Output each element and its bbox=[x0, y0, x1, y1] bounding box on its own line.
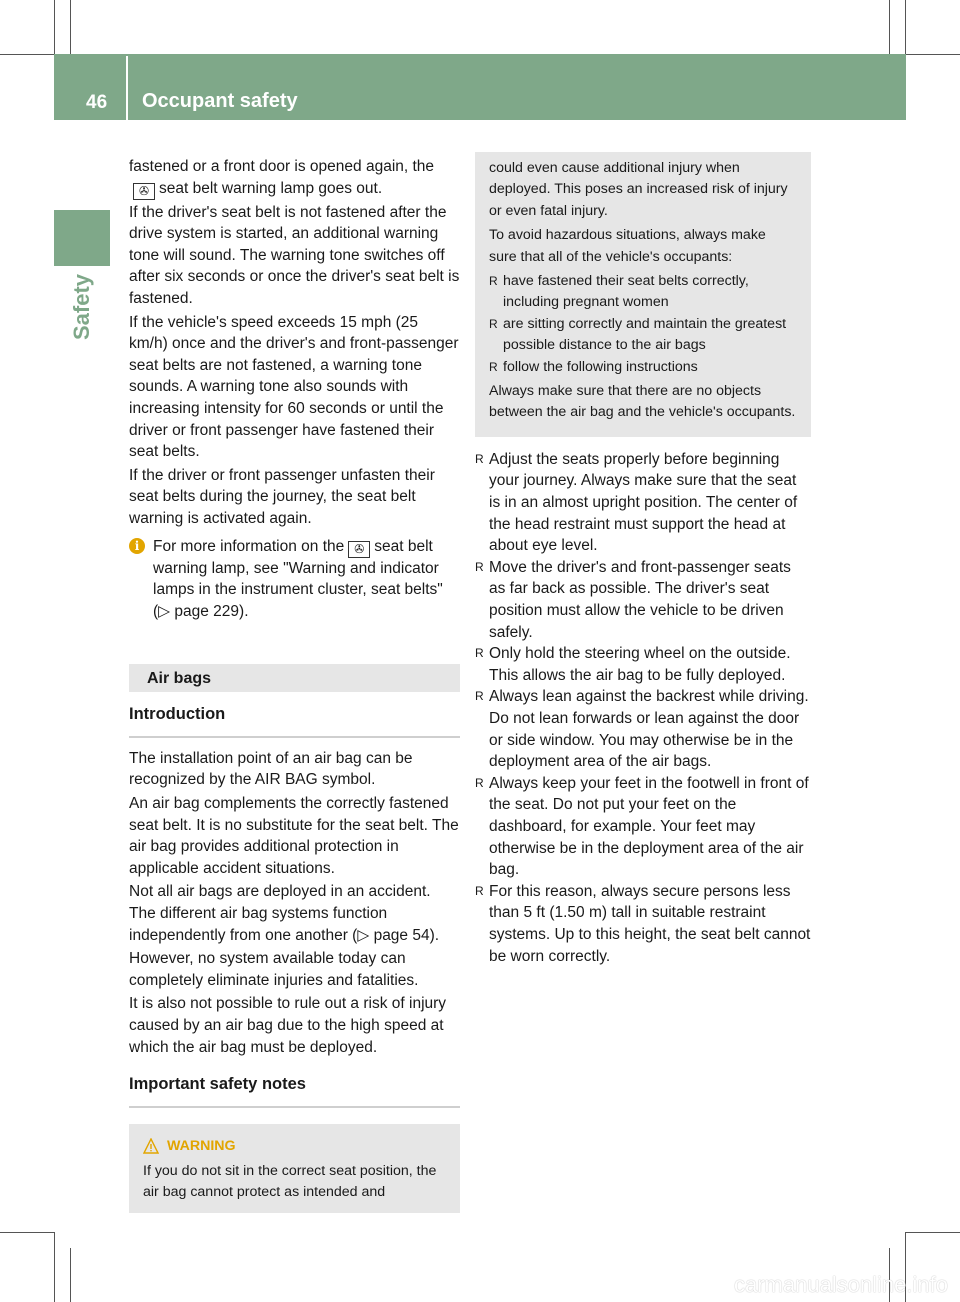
paragraph: Not all air bags are deployed in an accident. The different air bag systems function independently from one another (▷ page 54). bbox=[129, 883, 440, 944]
box-paragraph: could even cause additional injury when deployed. This poses an increased risk of injury or even fatal injury. bbox=[489, 160, 788, 219]
box-paragraph: To avoid hazardous situations, always make sure that all of the vehicle's occupants: bbox=[489, 227, 766, 265]
paragraph: However, no system available today can completely eliminate injuries and fatalities. bbox=[129, 950, 419, 989]
warning-header: WARNING bbox=[143, 1136, 446, 1157]
heading-important-safety-notes: Important safety notes bbox=[129, 1074, 460, 1108]
right-column bbox=[475, 152, 811, 967]
paragraph: If the vehicle's speed exceeds 15 mph (25 km/h) once and the driver's and front-passenger seat belts are not fastened, a warning tone sounds. A warning tone also sounds with increasing intensity for 60 seconds or until the driver or front passenger have fastened their seat belts. bbox=[129, 313, 459, 461]
warning-triangle-icon bbox=[143, 1138, 159, 1154]
list-item: R Always lean against the backrest while driving. Do not lean forwards or lean against the door or side window. You may otherwise be in the deployment area of the air bags. bbox=[475, 688, 809, 771]
crop-mark bbox=[0, 1232, 54, 1233]
paragraph: If the driver's seat belt is not fastened after the drive system is started, an additional warning tone will sound. The warning tone switches off after six seconds or once the driver's seat belt is fastened. bbox=[129, 203, 460, 307]
warning-box bbox=[129, 1124, 460, 1213]
crop-mark bbox=[905, 0, 906, 54]
list-item: R Only hold the steering wheel on the outside. This allows the air bag to be fully deployed. bbox=[475, 645, 791, 684]
crop-mark bbox=[906, 1232, 960, 1233]
box-paragraph: Always make sure that there are no objects between the air bag and the vehicle's occupants. bbox=[489, 383, 796, 421]
section-tab-marker bbox=[54, 210, 110, 266]
seatbelt-icon: ✇ bbox=[348, 541, 370, 558]
crop-mark bbox=[70, 0, 71, 54]
info-icon: i bbox=[129, 538, 145, 554]
seatbelt-icon: ✇ bbox=[133, 183, 155, 200]
paragraph: If the driver or front passenger unfasten their seat belts during the journey, the seat belt warning is activated again. bbox=[129, 466, 435, 527]
crop-mark bbox=[54, 0, 55, 54]
watermark: carmanualsonline.info bbox=[733, 1272, 948, 1297]
heading-introduction: Introduction bbox=[129, 704, 460, 738]
left-column bbox=[129, 156, 460, 1213]
list-item: R Adjust the seats properly before beginning your journey. Always make sure that the seat is in an almost upright position. The center of the head restraint must support the head at about eye level. bbox=[475, 450, 798, 555]
section-tab-label: Safety bbox=[69, 273, 94, 341]
list-item: R have fastened their seat belts correctly, including pregnant women bbox=[489, 273, 749, 311]
list-item: R follow the following instructions bbox=[489, 358, 698, 375]
paragraph: The installation point of an air bag can be recognized by the AIR BAG symbol. bbox=[129, 749, 413, 789]
paragraph: It is also not possible to rule out a risk of injury caused by an air bag due to the high speed at which the air bag must be deployed. bbox=[129, 995, 447, 1056]
warning-continuation-box bbox=[475, 152, 811, 437]
paragraph: fastened or a front door is opened again, the ✇ seat belt warning lamp goes out. bbox=[129, 158, 435, 198]
page-title: Occupant safety bbox=[142, 90, 298, 112]
info-note: i For more information on the ✇ seat belt warning lamp, see "Warning and indicator lamps in the instrument cluster, seat belts" (▷ page 229). bbox=[129, 536, 460, 623]
list-item: R Move the driver's and front-passenger seats as far back as possible. The driver's seat position must allow the vehicle to be driven safely. bbox=[475, 558, 791, 641]
warning-text: If you do not sit in the correct seat position, the air bag cannot protect as intended and bbox=[143, 1162, 437, 1200]
page-number: 46 bbox=[86, 92, 108, 113]
list-item: R Always keep your feet in the footwell in front of the seat. Do not put your feet on the dashboard, for example. Your feet may otherwise be in the deployment area of the air bag. bbox=[475, 774, 809, 879]
crop-mark bbox=[0, 54, 54, 55]
list-item: R For this reason, always secure persons less than 5 ft (1.50 m) tall in suitable restraint systems. Up to this height, the seat belt cannot be worn correctly. bbox=[475, 882, 811, 965]
crop-mark bbox=[889, 0, 890, 54]
paragraph: An air bag complements the correctly fastened seat belt. It is no substitute for the seat belt. The air bag provides additional protection in applicable accident situations. bbox=[129, 795, 459, 877]
section-title-bar: Air bags bbox=[129, 664, 460, 692]
crop-mark bbox=[906, 54, 960, 55]
list-item: R are sitting correctly and maintain the greatest possible distance to the air bags bbox=[489, 315, 787, 354]
crop-mark bbox=[54, 1232, 55, 1302]
crop-mark bbox=[70, 1248, 71, 1302]
header-divider bbox=[126, 56, 128, 120]
